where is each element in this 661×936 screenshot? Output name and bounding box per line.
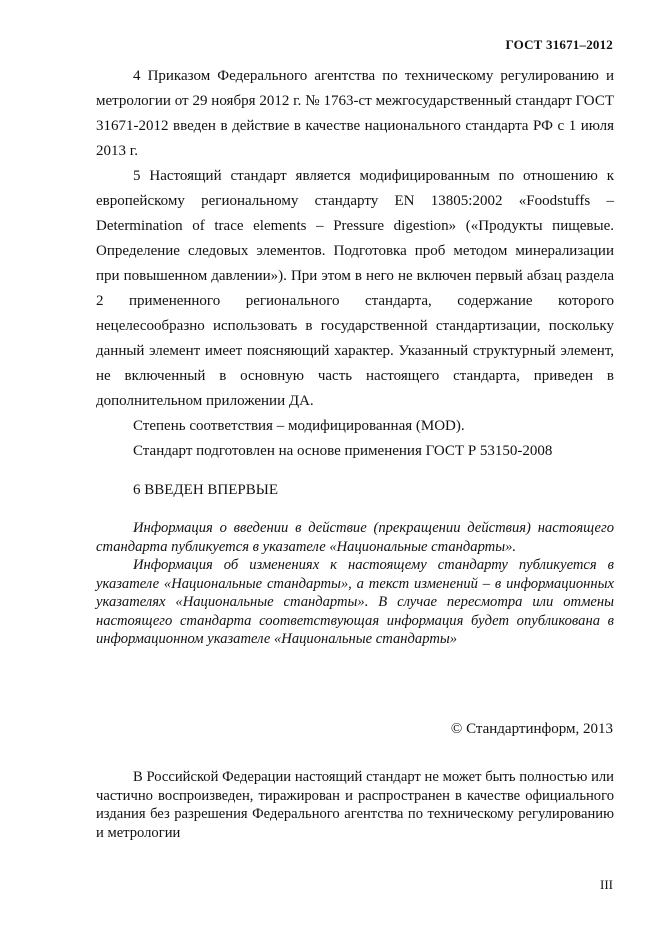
main-content xyxy=(96,64,614,649)
effective-info-paragraph: Информация о введении в действие (прекращении действия) настоящего стандарта публикуется в указателе «Национальные стандарты». xyxy=(96,520,614,555)
changes-info-paragraph: Информация об изменениях к настоящему стандарту публикуется в указателе «Национальные стандарты», а текст изменений – в информационных указателях «Национальные стандарты». В случае пересмотра или отмены настоящего стандарта соответствующая информация будет опубликована в информационном указателе «Национальные стандарты» xyxy=(96,557,614,647)
standard-code-header: ГОСТ 31671–2012 xyxy=(505,37,613,52)
prepared-basis-line: Стандарт подготовлен на основе применения ГОСТ Р 53150-2008 xyxy=(133,443,553,459)
section-6-heading: 6 ВВЕДЕН ВПЕРВЫЕ xyxy=(133,482,278,498)
page-number: III xyxy=(600,877,613,892)
section-5-paragraph: 5 Настоящий стандарт является модифицированным по отношению к европейскому региональному стандарту EN 13805:2002 «Foodstuffs – Determination of trace elements – Pressure digestion» («Продукты пищевые. Определение следовых элементов. Подготовка проб методом минерализации при повышенном давлении»). При этом в него не включен первый абзац раздела 2 примененного регионального стандарта, содержание которого нецелесообразно использовать в государственной стандартизации, поскольку данный элемент имеет поясняющий характер. Указанный структурный элемент, не включенный в основную часть настоящего стандарта, приведен в дополнительном приложении ДА. xyxy=(96,168,614,409)
section-4-paragraph: 4 Приказом Федерального агентства по техническому регулированию и метрологии от 29 ноября 2012 г. № 1763-ст межгосударственный стандарт ГОСТ 31671-2012 введен в действие в качестве национального стандарта РФ с 1 июля 2013 г. xyxy=(96,68,614,159)
reproduction-notice-paragraph: В Российской Федерации настоящий стандарт не может быть полностью или частично воспроизведен, тиражирован и распространен в качестве официального издания без разрешения Федерального агентства по техническому регулированию и метрологии xyxy=(96,769,614,841)
copyright-line: © Стандартинформ, 2013 xyxy=(450,721,613,737)
compliance-degree-line: Степень соответствия – модифицированная (MOD). xyxy=(133,418,465,434)
